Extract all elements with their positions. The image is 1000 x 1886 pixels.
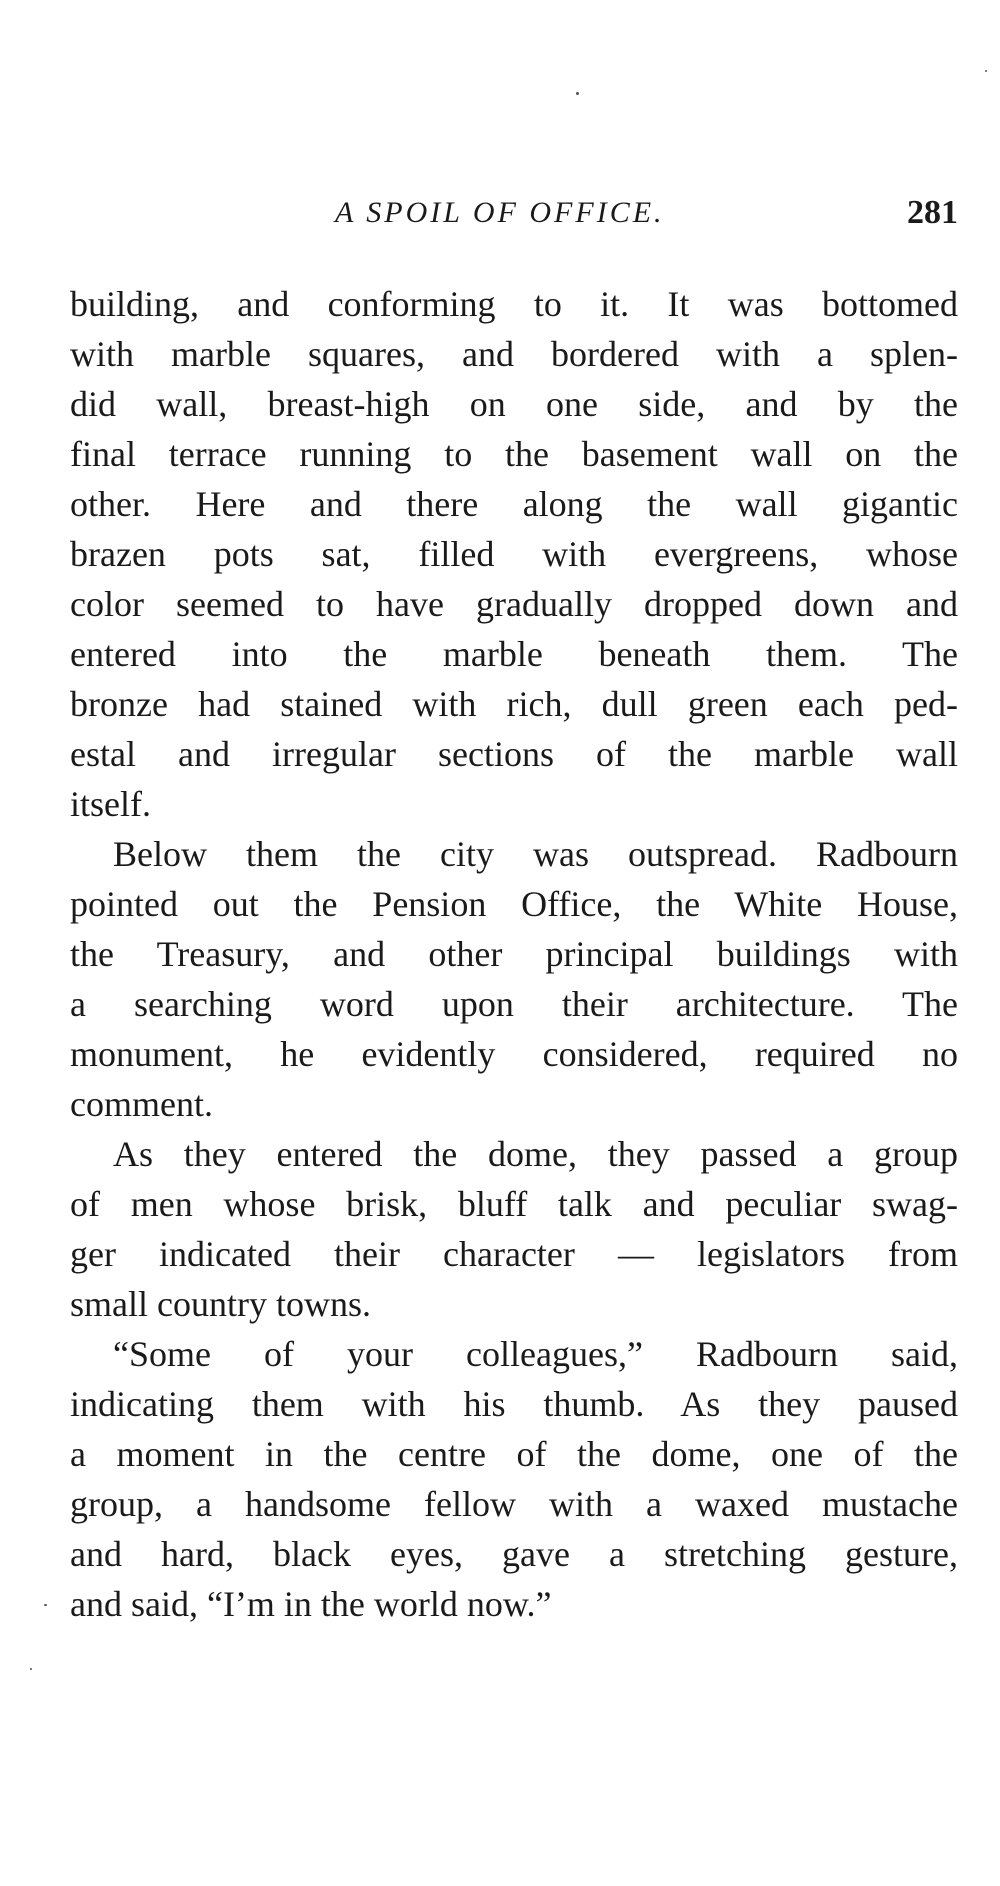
text-line: the Treasury, and other principal buildings with xyxy=(70,934,958,974)
text-line: monument, he evidently considered, required no xyxy=(70,1034,958,1074)
running-title: A SPOIL OF OFFICE. xyxy=(335,196,665,229)
text-line: bronze had stained with rich, dull green each ped- xyxy=(70,684,958,724)
body-text xyxy=(70,279,958,1629)
running-head xyxy=(70,188,958,238)
paragraph-1 xyxy=(70,279,958,829)
text-line: color seemed to have gradually dropped down and xyxy=(70,584,958,624)
text-line: “Some of your colleagues,” Radbourn said, xyxy=(113,1334,958,1374)
text-line: final terrace running to the basement wall on the xyxy=(70,434,958,474)
text-line: estal and irregular sections of the marble wall xyxy=(70,734,958,774)
text-line: indicating them with his thumb. As they paused xyxy=(70,1384,958,1424)
text-line: and said, “I’m in the world now.” xyxy=(70,1584,552,1624)
text-line: ger indicated their character — legislators from xyxy=(70,1234,958,1274)
paragraph-3 xyxy=(70,1129,958,1329)
text-line: small country towns. xyxy=(70,1284,371,1324)
text-line: group, a handsome fellow with a waxed mustache xyxy=(70,1484,958,1524)
text-line: building, and conforming to it. It was bottomed xyxy=(70,284,958,324)
page-number: 281 xyxy=(907,194,958,231)
text-line: with marble squares, and bordered with a splen- xyxy=(70,334,958,374)
text-line: As they entered the dome, they passed a group xyxy=(113,1134,958,1174)
text-line: did wall, breast-high on one side, and by the xyxy=(70,384,958,424)
text-line: comment. xyxy=(70,1084,213,1124)
text-line: Below them the city was outspread. Radbourn xyxy=(113,834,958,874)
text-line: pointed out the Pension Office, the White House, xyxy=(70,884,958,924)
scan-speck xyxy=(985,70,987,72)
scan-speck xyxy=(44,1604,47,1606)
text-line: brazen pots sat, filled with evergreens, whose xyxy=(70,534,958,574)
scan-speck xyxy=(576,92,579,95)
scan-speck xyxy=(30,1668,32,1670)
text-line: itself. xyxy=(70,784,151,824)
text-line: a moment in the centre of the dome, one of the xyxy=(70,1434,958,1474)
paragraph-4 xyxy=(70,1329,958,1629)
text-line: of men whose brisk, bluff talk and peculiar swag- xyxy=(70,1184,958,1224)
paragraph-2 xyxy=(70,829,958,1129)
text-line: and hard, black eyes, gave a stretching gesture, xyxy=(70,1534,958,1574)
text-line: a searching word upon their architecture. The xyxy=(70,984,958,1024)
text-line: entered into the marble beneath them. The xyxy=(70,634,958,674)
text-line: other. Here and there along the wall gigantic xyxy=(70,484,958,524)
